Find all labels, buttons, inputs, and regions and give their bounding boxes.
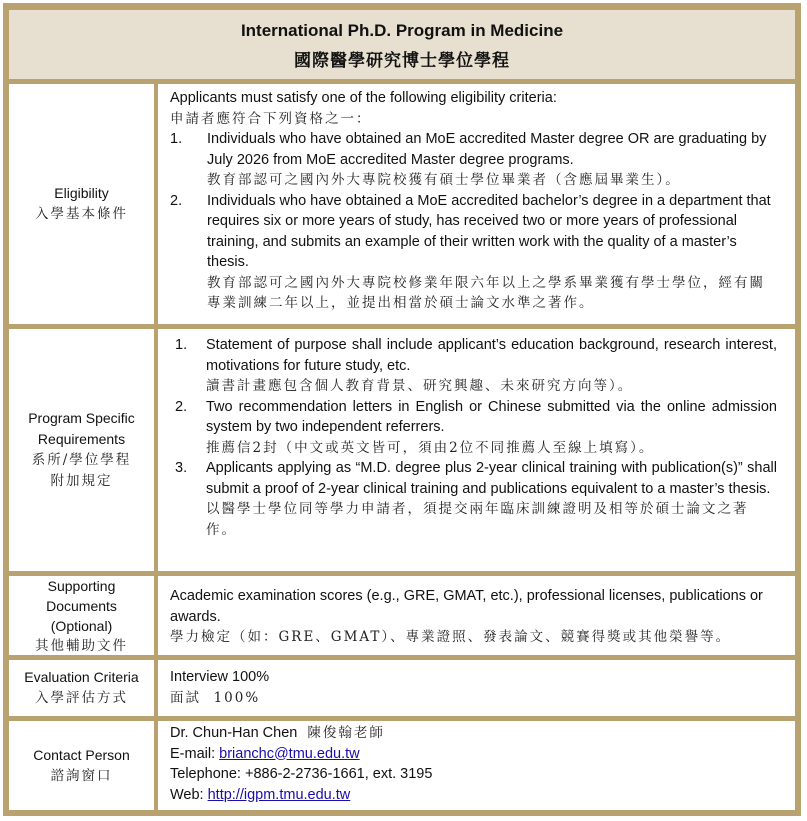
row-program-requirements: [9, 329, 795, 571]
label-en: Supporting: [47, 577, 116, 594]
contact-name: [170, 723, 777, 744]
label-supporting-documents: [9, 576, 154, 655]
row-contact-person: [9, 721, 795, 810]
contact-phone: Telephone: +886-2-2736-1661, ext. 3195: [170, 766, 433, 782]
web-label: Web:: [170, 786, 208, 803]
row-eligibility: [9, 84, 795, 324]
row-supporting-documents: [9, 576, 795, 655]
label-contact-person: [9, 721, 154, 810]
label-en: Program Specific: [28, 410, 135, 426]
supporting-en: Academic examination scores (e.g., GRE, GMAT, etc.), professional licenses, publications or awards.: [170, 588, 763, 625]
email-label: E-mail:: [170, 745, 220, 762]
email-link[interactable]: brianchc@tmu.edu.tw: [219, 745, 360, 762]
item-number: 2.: [170, 192, 183, 209]
item-zh: 以醫學士學位同等學力申請者，須提交兩年臨床訓練證明及相等於碩士論文之著作。: [206, 501, 749, 538]
item-zh: 教育部認可之國內外大專院校修業年限六年以上之學系畢業獲有學士學位，經有關專業訓練二年以上，並提出相當於碩士論文水準之著作。: [207, 274, 765, 311]
label-zh: 入學基本條件: [35, 206, 128, 222]
table-header: [9, 10, 795, 79]
program-title-en: International Ph.D. Program in Medicine: [240, 21, 564, 40]
item-number: 1.: [175, 337, 188, 353]
intro-zh: 申請者應符合下列資格之一：: [170, 110, 372, 127]
item-number: 1.: [170, 131, 183, 147]
item-zh: 推薦信2封（中文或英文皆可，須由2位不同推薦人至線上填寫）。: [206, 439, 655, 456]
label-evaluation-criteria: [9, 660, 154, 716]
item-en: Two recommendation letters in English or Chinese submitted via the online admission system by two independent referrers.: [206, 398, 777, 435]
value-evaluation-criteria: [158, 660, 795, 716]
supporting-zh: 學力檢定（如：GRE、GMAT）、專業證照、發表論文、競賽得獎或其他榮譽等。: [170, 629, 732, 645]
item-en: Applicants applying as “M.D. degree plus 2-year clinical training with publication(s)” shall submit a proof of 2-year clinical training and publications equivalent to a master’s thesis.: [206, 460, 777, 497]
row-evaluation-criteria: [9, 660, 795, 716]
item-number: 3.: [175, 460, 188, 476]
label-zh: 附加規定: [50, 473, 113, 489]
label-en: (Optional): [50, 617, 113, 634]
label-en: Contact Person: [33, 746, 130, 763]
label-zh: 入學評估方式: [35, 690, 128, 706]
intro-en: Applicants must satisfy one of the following eligibility criteria:: [170, 90, 557, 106]
evaluation-en: Interview 100%: [170, 669, 270, 685]
label-eligibility: [9, 84, 154, 324]
label-zh: 諮詢窗口: [50, 767, 113, 784]
evaluation-zh: 面試 100%: [170, 689, 261, 706]
item-en: Individuals who have obtained an MoE accredited Master degree OR are graduating by July 2026 from MoE accredited Master degree programs.: [207, 131, 767, 168]
item-zh: 讀書計畫應包含個人教育背景、研究興趣、未來研究方向等）。: [206, 378, 634, 394]
value-eligibility: [158, 84, 795, 324]
value-contact-person: [158, 721, 795, 810]
value-supporting-documents: [158, 576, 795, 655]
contact-email: [170, 744, 777, 765]
contact-name-zh: 陳俊翰老師: [307, 725, 385, 741]
value-program-requirements: [158, 329, 795, 571]
list-item: [170, 458, 777, 540]
item-en: Individuals who have obtained a MoE accredited bachelor’s degree in a department that requires six or more years of study, has received two or more years of professional training, and submits an example of their written work with the quality of a master’s thesis.: [207, 192, 771, 270]
list-item: [170, 335, 777, 397]
label-en: Eligibility: [54, 185, 109, 201]
item-number: 2.: [175, 398, 188, 415]
label-program-requirements: [9, 329, 154, 571]
web-link[interactable]: http://igpm.tmu.edu.tw: [207, 786, 351, 803]
list-item: [170, 191, 777, 314]
label-en: Documents: [46, 597, 117, 614]
item-en: Statement of purpose shall include applicant’s education background, research interest, motivations for future study, etc.: [206, 337, 777, 374]
list-item: [170, 129, 777, 191]
label-en: Requirements: [37, 431, 126, 447]
list-item: [170, 397, 777, 459]
program-title-zh: 國際醫學研究博士學位學程: [294, 51, 510, 71]
contact-web: [170, 785, 777, 806]
label-zh: 系所/學位學程: [31, 452, 132, 468]
item-zh: 教育部認可之國內外大專院校獲有碩士學位畢業者（含應屆畢業生）。: [207, 172, 681, 188]
label-en: Evaluation Criteria: [24, 669, 139, 685]
contact-name-en: Dr. Chun-Han Chen: [170, 725, 298, 741]
program-info-table: [3, 3, 801, 816]
label-zh: 其他輔助文件: [35, 637, 128, 654]
